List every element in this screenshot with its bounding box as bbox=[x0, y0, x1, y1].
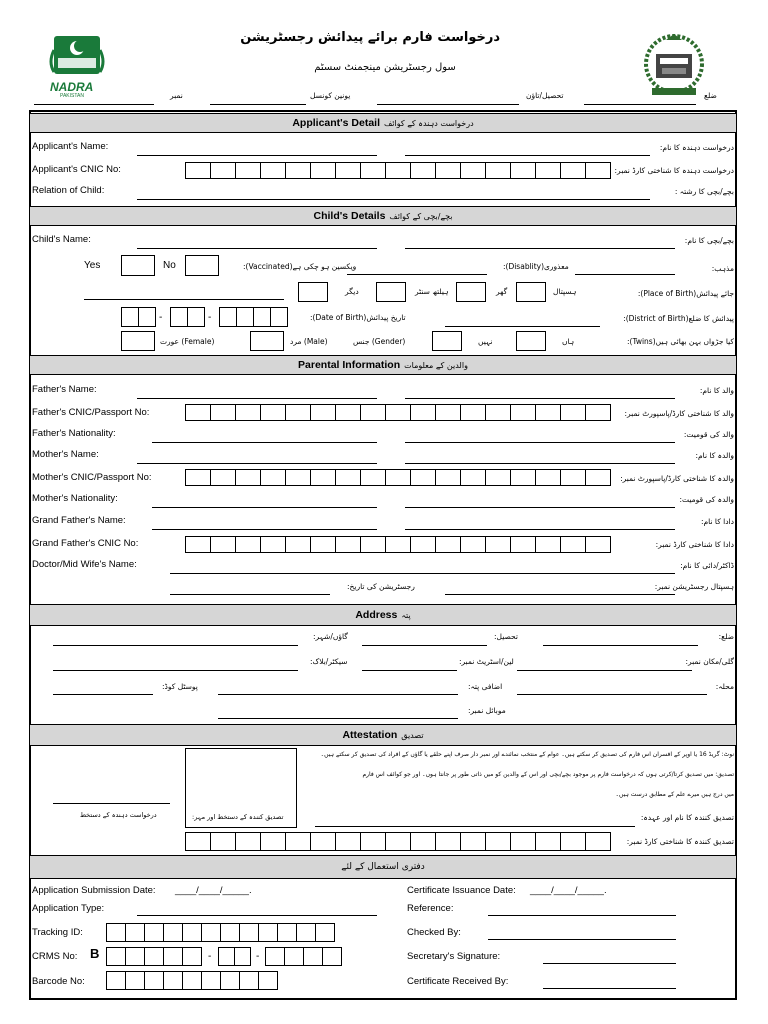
mother-name-label-ur: والدہ کا نام: bbox=[695, 451, 734, 460]
registration-date-label: رجسٹریشن کی تاریخ: bbox=[347, 582, 415, 591]
checked-by-line[interactable] bbox=[488, 939, 676, 940]
registration-date-line[interactable] bbox=[170, 594, 330, 595]
kp-emblem bbox=[640, 30, 708, 100]
crms-dash-2: - bbox=[256, 951, 260, 962]
applicant-signature-label: درخواست دہندہ کے دستخط bbox=[80, 811, 157, 819]
applicant-cnic-label: Applicant's CNIC No: bbox=[32, 164, 121, 175]
gender-male-box[interactable] bbox=[250, 331, 284, 351]
mohalla-line[interactable] bbox=[517, 694, 707, 695]
twins-yes-label: ہاں bbox=[562, 337, 575, 346]
relation-line[interactable] bbox=[137, 199, 650, 200]
tehsil-label: تحصیل: bbox=[494, 632, 518, 641]
father-name-line-2[interactable] bbox=[405, 398, 675, 399]
gender-female-label: (Female) عورت bbox=[160, 337, 215, 346]
house-line[interactable] bbox=[517, 670, 692, 671]
grandfather-name-line-2[interactable] bbox=[405, 529, 675, 530]
address-section-header bbox=[30, 604, 736, 626]
header-zila-label: ضلع bbox=[704, 91, 717, 100]
relation-label: Relation of Child: bbox=[32, 185, 105, 196]
parents-section-header bbox=[30, 355, 736, 375]
dob-day-boxes[interactable] bbox=[121, 307, 155, 327]
disability-line[interactable] bbox=[347, 274, 487, 275]
applicant-cnic-boxes[interactable] bbox=[185, 162, 610, 179]
district-of-birth-label: پیدائش کا ضلع(District of Birth): bbox=[623, 314, 734, 323]
secretary-signature-label: Secretary's Signature: bbox=[407, 951, 501, 962]
vaccinated-no-box[interactable] bbox=[185, 255, 219, 276]
header-uc-label: یونین کونسل bbox=[310, 91, 351, 100]
mother-nationality-label-ur: والدہ کی قومیت: bbox=[679, 495, 734, 504]
applicant-name-label: Applicant's Name: bbox=[32, 141, 109, 152]
reference-line[interactable] bbox=[488, 915, 676, 916]
extra-address-label: اضافی پتہ: bbox=[468, 682, 503, 691]
hospital-reg-line[interactable] bbox=[445, 594, 675, 595]
place-other-line[interactable] bbox=[84, 299, 284, 300]
relation-label-ur: بچے/بچی کا رشتہ : bbox=[674, 187, 734, 196]
applicant-title-ur: درخواست دہندہ کے کوائف bbox=[384, 118, 474, 128]
gender-male-label: (Male) مرد bbox=[290, 337, 328, 346]
hospital-reg-label: ہسپتال رجسٹریشن نمبر: bbox=[654, 582, 734, 591]
disability-label: معذوری(Disablity): bbox=[503, 262, 569, 271]
lane-line[interactable] bbox=[362, 670, 457, 671]
father-name-label-ur: والد کا نام: bbox=[699, 386, 734, 395]
office-section-header bbox=[30, 855, 736, 879]
issuance-date-label: Certificate Issuance Date: bbox=[407, 885, 516, 896]
child-title-en: Child's Details bbox=[313, 210, 386, 222]
house-label: گلی/مکان نمبر: bbox=[685, 657, 734, 666]
father-cnic-label: Father's CNIC/Passport No: bbox=[32, 407, 150, 418]
attester-cnic-label: تصدیق کنندہ کا شناختی کارڈ نمبر: bbox=[626, 837, 734, 846]
application-type-line[interactable] bbox=[137, 915, 377, 916]
address-title-en: Address bbox=[355, 609, 398, 621]
place-health-center-box[interactable] bbox=[376, 282, 406, 302]
gender-label: (Gender) جنس bbox=[353, 337, 406, 346]
applicant-signature-line[interactable] bbox=[53, 803, 170, 804]
application-type-label: Application Type: bbox=[32, 903, 105, 914]
header-tehsil-label: تحصیل/تاؤن bbox=[526, 91, 564, 100]
certificate-received-line[interactable] bbox=[543, 988, 676, 989]
crms-dash-1: - bbox=[208, 951, 212, 962]
mother-name-label: Mother's Name: bbox=[32, 449, 99, 460]
attestation-title-ur: تصدیق bbox=[401, 730, 424, 740]
vaccinated-yes-label: Yes bbox=[84, 260, 101, 271]
mother-name-line-1[interactable] bbox=[137, 463, 377, 464]
twins-no-box[interactable] bbox=[432, 331, 462, 351]
tehsil-line[interactable] bbox=[362, 645, 487, 646]
barcode-label: Barcode No: bbox=[32, 976, 85, 987]
twins-yes-box[interactable] bbox=[516, 331, 546, 351]
religion-label: مذہب: bbox=[711, 264, 734, 273]
doctor-name-line[interactable] bbox=[170, 573, 675, 574]
dob-dash-1: - bbox=[159, 312, 163, 323]
certificate-received-label: Certificate Received By: bbox=[407, 976, 509, 987]
child-name-label: Child's Name: bbox=[32, 234, 91, 245]
father-cnic-label-ur: والد کا شناختی کارڈ/پاسپورٹ نمبر: bbox=[624, 409, 734, 418]
vaccinated-no-label: No bbox=[163, 260, 176, 271]
father-nationality-label-ur: والد کی قومیت: bbox=[683, 430, 734, 439]
barcode-boxes[interactable] bbox=[106, 971, 277, 990]
applicant-name-line-2[interactable] bbox=[405, 155, 650, 156]
submission-date-blank[interactable]: ____/____/_____. bbox=[175, 885, 252, 896]
mother-nationality-line-2[interactable] bbox=[405, 507, 675, 508]
parents-title-ur: والدین کے معلومات bbox=[404, 360, 468, 370]
form-subtitle: سول رجسٹریشن مینجمنٹ سسٹم bbox=[314, 62, 456, 73]
sector-label: سیکٹر/بلاک: bbox=[310, 657, 348, 666]
attestation-title-en: Attestation bbox=[342, 729, 398, 741]
attester-cnic-boxes[interactable] bbox=[185, 832, 610, 851]
parents-title-en: Parental Information bbox=[298, 359, 401, 371]
child-name-line-1[interactable] bbox=[137, 248, 377, 249]
place-health-center-label: ہیلتھ سنٹر bbox=[415, 287, 449, 296]
secretary-signature-line[interactable] bbox=[543, 963, 676, 964]
grandfather-name-label: Grand Father's Name: bbox=[32, 515, 126, 526]
grandfather-name-label-ur: دادا کا نام: bbox=[700, 517, 734, 526]
reference-label: Reference: bbox=[407, 903, 454, 914]
dob-month-boxes[interactable] bbox=[170, 307, 204, 327]
grandfather-cnic-label: Grand Father's CNIC No: bbox=[32, 538, 139, 549]
office-title-ur: دفتری استعمال کے لئے bbox=[341, 862, 425, 872]
child-section-header bbox=[30, 206, 736, 226]
crms-prefix: B bbox=[90, 946, 100, 961]
applicant-name-line-1[interactable] bbox=[137, 155, 377, 156]
place-other-box[interactable] bbox=[298, 282, 328, 302]
gender-female-box[interactable] bbox=[121, 331, 155, 351]
father-name-label: Father's Name: bbox=[32, 384, 97, 395]
attestation-note-2: تصدیق: میں تصدیق کرتا/کرتی ہوں کہ درخواست فارم پر موجود بچے/بچی اور اس کے والدین کو میں ذاتی طور پر جانتا ہوں۔ اور جو کوائف اس فارم bbox=[362, 771, 734, 778]
submission-date-label: Application Submission Date: bbox=[32, 885, 156, 896]
father-name-line-1[interactable] bbox=[137, 398, 377, 399]
village-line[interactable] bbox=[53, 645, 298, 646]
twins-no-label: نہیں bbox=[478, 337, 493, 346]
mother-name-line-2[interactable] bbox=[405, 463, 675, 464]
applicant-name-label-ur: درخواست دہندہ کا نام: bbox=[659, 143, 734, 152]
grandfather-name-line-1[interactable] bbox=[152, 529, 377, 530]
mobile-label: موبائل نمبر: bbox=[468, 706, 506, 715]
attestation-note-1: نوٹ: گریڈ 16 یا اوپر کے افسران اس فارم کی تصدیق کر سکتے ہیں۔ عوام کے منتخب نمائندے اور نمبر دار صرف اپنے حلقے یا گاؤں کے افراد کی تصدیق کر سکتے ہیں۔ bbox=[320, 751, 734, 758]
mohalla-label: محلہ: bbox=[715, 682, 734, 691]
village-label: گاؤں/شہر: bbox=[313, 632, 348, 641]
crms-part2-boxes[interactable] bbox=[218, 947, 250, 966]
crms-part3-boxes[interactable] bbox=[265, 947, 341, 966]
mother-nationality-label: Mother's Nationality: bbox=[32, 493, 118, 504]
father-nationality-label: Father's Nationality: bbox=[32, 428, 116, 439]
header-tehsil-line[interactable] bbox=[377, 104, 519, 105]
zila-label: ضلع: bbox=[718, 632, 734, 641]
header-zila-line[interactable] bbox=[584, 104, 696, 105]
tracking-id-boxes[interactable] bbox=[106, 923, 334, 942]
address-title-ur: پتہ bbox=[401, 610, 411, 620]
grandfather-cnic-label-ur: دادا کا شناختی کارڈ نمبر: bbox=[655, 540, 734, 549]
father-nationality-line-2[interactable] bbox=[405, 442, 675, 443]
postal-line[interactable] bbox=[53, 694, 153, 695]
twins-label: کیا جڑواں بہن بھائی ہیں(Twins): bbox=[627, 337, 734, 346]
lane-label: لین/اسٹریٹ نمبر: bbox=[459, 657, 514, 666]
postal-label: پوسٹل کوڈ: bbox=[162, 682, 198, 691]
father-nationality-line-1[interactable] bbox=[152, 442, 377, 443]
dob-year-boxes[interactable] bbox=[219, 307, 287, 327]
father-cnic-boxes[interactable] bbox=[185, 404, 610, 421]
child-name-label-ur: بچے/بچی کا نام: bbox=[684, 236, 734, 245]
doctor-name-label-ur: ڈاکٹر/دائی کا نام: bbox=[680, 561, 734, 570]
place-other-label: دیگر bbox=[345, 287, 359, 296]
checked-by-label: Checked By: bbox=[407, 927, 461, 938]
issuance-date-blank[interactable]: ____/____/_____. bbox=[530, 885, 607, 896]
tracking-id-label: Tracking ID: bbox=[32, 927, 83, 938]
mother-cnic-boxes[interactable] bbox=[185, 469, 610, 486]
grandfather-cnic-boxes[interactable] bbox=[185, 536, 610, 553]
nadra-logo-text: NADRA bbox=[50, 80, 94, 94]
applicant-section-header bbox=[30, 113, 736, 133]
district-of-birth-line[interactable] bbox=[445, 326, 600, 327]
form-title: درخواست فارم برائے پیدائش رجسٹریشن bbox=[240, 30, 500, 45]
place-hospital-box[interactable] bbox=[516, 282, 546, 302]
vaccinated-yes-box[interactable] bbox=[121, 255, 155, 276]
mother-cnic-label: Mother's CNIC/Passport No: bbox=[32, 472, 152, 483]
child-title-ur: بچے/بچی کے کوائف bbox=[389, 211, 453, 221]
place-hospital-label: ہسپتال bbox=[553, 287, 577, 296]
vaccinated-label: ویکسین ہو چکی ہے(Vaccinated): bbox=[243, 262, 357, 271]
mother-cnic-label-ur: والدہ کا شناختی کارڈ/پاسپورٹ نمبر: bbox=[620, 474, 734, 483]
dob-label: تاریخ پیدائش(Date of Birth): bbox=[310, 313, 406, 322]
zila-line[interactable] bbox=[543, 645, 698, 646]
place-home-label: گھر bbox=[496, 287, 508, 296]
crms-label: CRMS No: bbox=[32, 951, 78, 962]
attestation-section-header bbox=[30, 724, 736, 746]
doctor-name-label: Doctor/Mid Wife's Name: bbox=[32, 559, 137, 570]
mother-nationality-line-1[interactable] bbox=[152, 507, 377, 508]
attester-stamp-label: تصدیق کنندہ کے دستخط اور مہر: bbox=[192, 813, 284, 821]
child-name-line-2[interactable] bbox=[405, 248, 675, 249]
mobile-line[interactable] bbox=[218, 718, 458, 719]
dob-dash-2: - bbox=[208, 312, 212, 323]
header-number-line[interactable] bbox=[34, 104, 154, 105]
place-of-birth-label: جائے پیدائش(Place of Birth): bbox=[637, 289, 734, 298]
applicant-cnic-label-ur: درخواست دہندہ کا شناختی کارڈ نمبر: bbox=[614, 166, 734, 175]
header-number-label: نمبر bbox=[170, 91, 183, 100]
crms-part1-boxes[interactable] bbox=[106, 947, 201, 966]
extra-address-line[interactable] bbox=[218, 694, 458, 695]
attester-name-line[interactable] bbox=[315, 826, 635, 827]
applicant-title-en: Applicant's Detail bbox=[292, 117, 381, 129]
sector-line[interactable] bbox=[53, 670, 298, 671]
header-uc-line[interactable] bbox=[210, 104, 306, 105]
place-home-box[interactable] bbox=[456, 282, 486, 302]
religion-line[interactable] bbox=[575, 274, 675, 275]
nadra-logo-subtext: PAKISTAN bbox=[60, 93, 84, 99]
attester-name-label: تصدیق کنندہ کا نام اور عہدہ: bbox=[640, 813, 734, 822]
attestation-note-3: میں درج ہیں میرے علم کے مطابق درست ہیں۔ bbox=[615, 791, 734, 798]
